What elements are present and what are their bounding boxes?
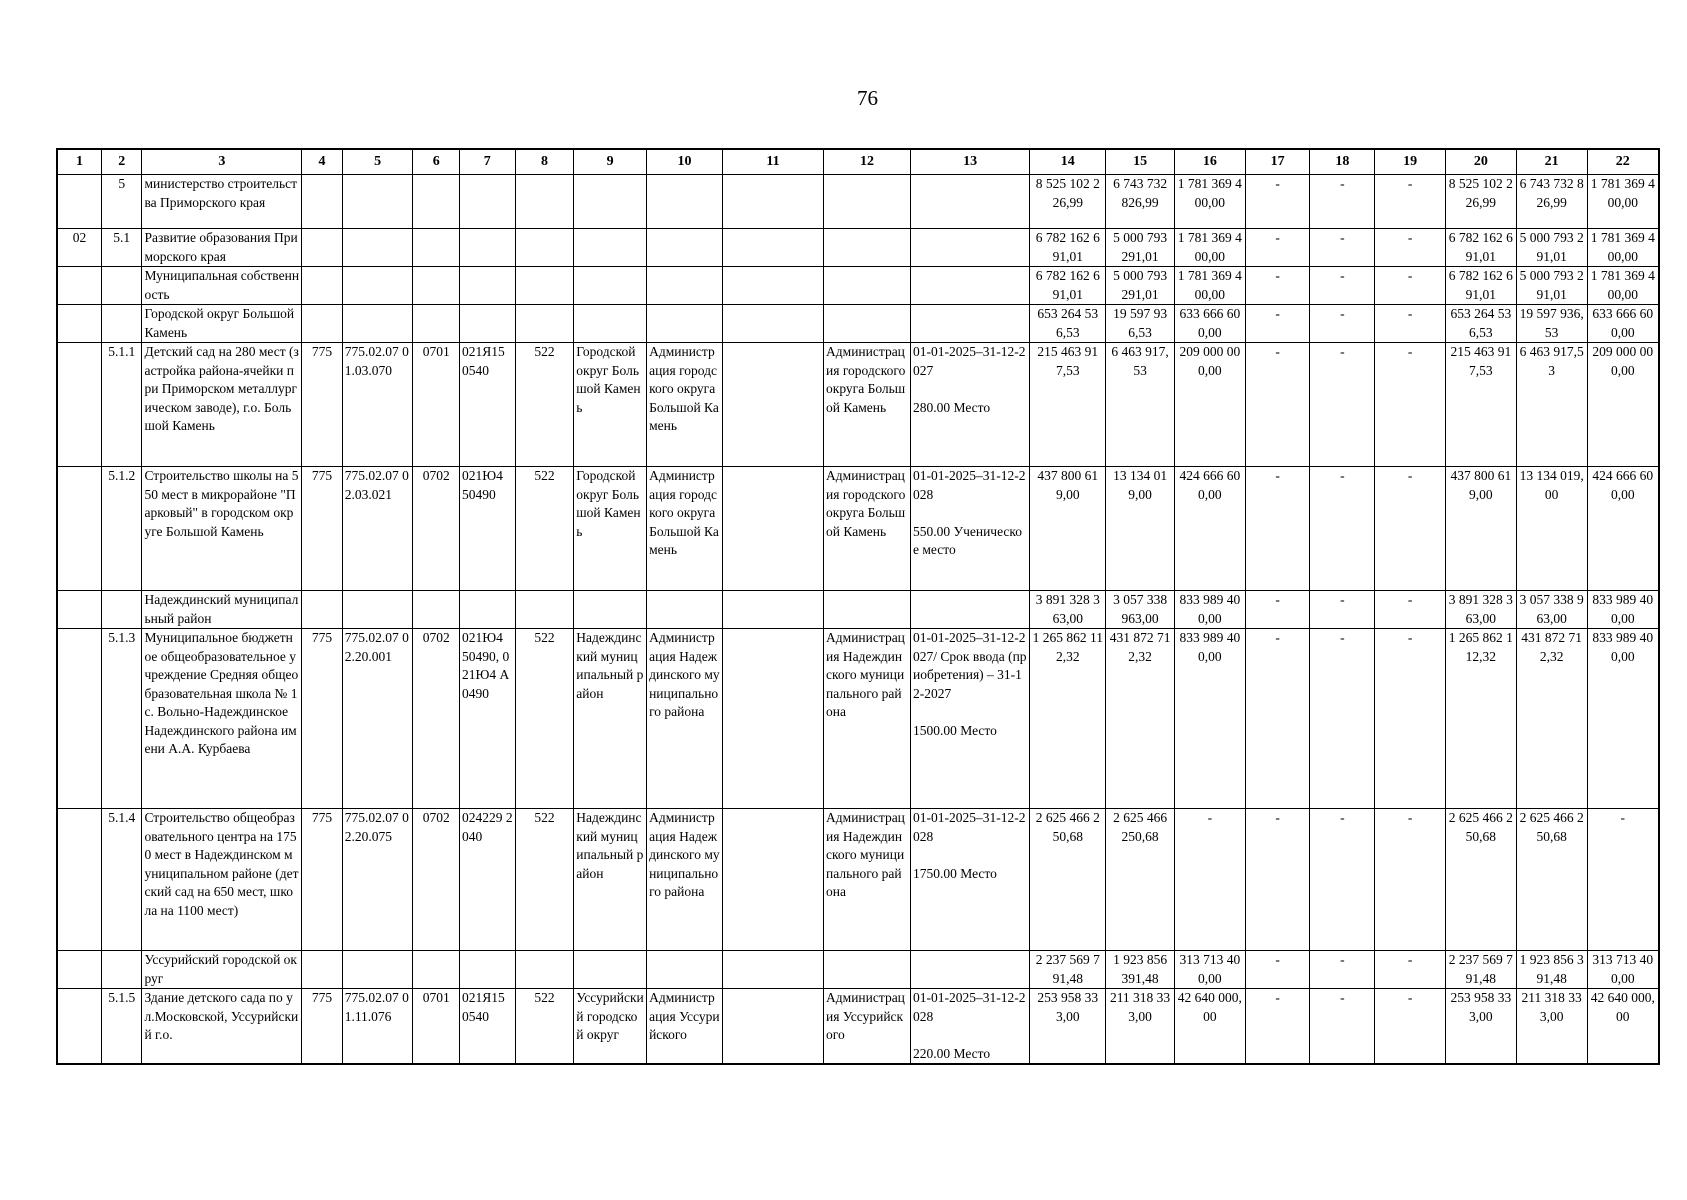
cell-col-4 (302, 229, 342, 267)
cell-col-18: - (1310, 467, 1375, 591)
cell-col-12: Администрация городского округа Большой Камень (824, 343, 911, 467)
cell-col-12 (824, 305, 911, 343)
cell-col-6: 0702 (413, 467, 460, 591)
cell-col-6 (413, 267, 460, 305)
cell-col-20: 215 463 917,53 (1445, 343, 1516, 467)
cell-col-14: 215 463 917,53 (1030, 343, 1106, 467)
column-header-10: 10 (647, 149, 723, 175)
cell-col-7 (459, 305, 515, 343)
cell-col-20: 653 264 536,53 (1445, 305, 1516, 343)
cell-col-11 (722, 591, 823, 629)
cell-col-2: 5.1.3 (102, 629, 142, 809)
cell-col-4 (302, 951, 342, 989)
cell-col-20: 3 891 328 363,00 (1445, 591, 1516, 629)
cell-col-5: 775.02.07 02.20.075 (342, 809, 413, 951)
cell-col-9: Городской округ Большой Камень (574, 343, 647, 467)
cell-col-6 (413, 305, 460, 343)
cell-col-16: 633 666 600,00 (1174, 305, 1245, 343)
page-number: 76 (857, 86, 878, 110)
column-header-19: 19 (1375, 149, 1446, 175)
cell-col-4 (302, 267, 342, 305)
cell-col-7 (459, 951, 515, 989)
cell-col-11 (722, 343, 823, 467)
cell-col-16: - (1174, 809, 1245, 951)
cell-col-17: - (1245, 989, 1310, 1065)
cell-col-10 (647, 591, 723, 629)
cell-col-11 (722, 267, 823, 305)
cell-col-1 (57, 951, 102, 989)
cell-col-9: Городской округ Большой Камень (574, 467, 647, 591)
cell-col-18: - (1310, 951, 1375, 989)
cell-col-4 (302, 305, 342, 343)
column-header-21: 21 (1516, 149, 1587, 175)
cell-col-10 (647, 229, 723, 267)
cell-col-14: 2 625 466 250,68 (1030, 809, 1106, 951)
cell-col-18: - (1310, 343, 1375, 467)
cell-col-12 (824, 267, 911, 305)
cell-col-21: 3 057 338 963,00 (1516, 591, 1587, 629)
cell-col-5 (342, 305, 413, 343)
table-row (57, 175, 1659, 229)
column-header-6: 6 (413, 149, 460, 175)
cell-col-19: - (1375, 951, 1446, 989)
cell-col-22: 833 989 400,00 (1587, 591, 1659, 629)
cell-col-7: 021Я15 0540 (459, 343, 515, 467)
column-header-13: 13 (911, 149, 1030, 175)
cell-col-6: 0702 (413, 629, 460, 809)
cell-col-13: 01-01-2025–31-12-2028 550.00 Ученическое место (911, 467, 1030, 591)
cell-col-22: 424 666 600,00 (1587, 467, 1659, 591)
cell-col-15: 6 743 732 826,99 (1106, 175, 1175, 229)
cell-col-21: 211 318 333,00 (1516, 989, 1587, 1065)
table-header-row (57, 149, 1659, 175)
cell-col-14: 437 800 619,00 (1030, 467, 1106, 591)
table-row (57, 267, 1659, 305)
cell-col-7: 021Я15 0540 (459, 989, 515, 1065)
cell-col-2 (102, 591, 142, 629)
cell-col-5: 775.02.07 01.03.070 (342, 343, 413, 467)
cell-col-1 (57, 175, 102, 229)
cell-col-3: Муниципальное бюджетное общеобразовательное учреждение Средняя общеобразовательная школа № 1 с. Вольно-Надеждинское Надеждинского района имени А.А. Курбаева (142, 629, 302, 809)
cell-col-11 (722, 809, 823, 951)
cell-col-13: 01-01-2025–31-12-2028 220.00 Место (911, 989, 1030, 1065)
table-row (57, 229, 1659, 267)
cell-col-17: - (1245, 267, 1310, 305)
cell-col-22: 1 781 369 400,00 (1587, 229, 1659, 267)
cell-col-22: 209 000 000,00 (1587, 343, 1659, 467)
table-row (57, 343, 1659, 467)
cell-col-22: 833 989 400,00 (1587, 629, 1659, 809)
cell-col-10: Администрация Надеждинского муниципального района (647, 809, 723, 951)
cell-col-16: 1 781 369 400,00 (1174, 229, 1245, 267)
cell-col-19: - (1375, 989, 1446, 1065)
column-header-18: 18 (1310, 149, 1375, 175)
cell-col-17: - (1245, 629, 1310, 809)
cell-col-13 (911, 175, 1030, 229)
cell-col-7: 021Ю4 50490 (459, 467, 515, 591)
cell-col-6 (413, 591, 460, 629)
cell-col-17: - (1245, 343, 1310, 467)
cell-col-19: - (1375, 229, 1446, 267)
cell-col-13 (911, 951, 1030, 989)
cell-col-3: министерство строительства Приморского края (142, 175, 302, 229)
column-header-9: 9 (574, 149, 647, 175)
cell-col-2 (102, 951, 142, 989)
cell-col-7 (459, 591, 515, 629)
table-row (57, 629, 1659, 809)
cell-col-15: 2 625 466 250,68 (1106, 809, 1175, 951)
cell-col-7: 021Ю4 50490, 021Ю4 А0490 (459, 629, 515, 809)
column-header-3: 3 (142, 149, 302, 175)
cell-col-18: - (1310, 809, 1375, 951)
cell-col-1 (57, 343, 102, 467)
cell-col-8 (515, 229, 574, 267)
table-row (57, 951, 1659, 989)
cell-col-21: 431 872 712,32 (1516, 629, 1587, 809)
cell-col-13 (911, 229, 1030, 267)
column-header-17: 17 (1245, 149, 1310, 175)
cell-col-8 (515, 951, 574, 989)
table-row (57, 591, 1659, 629)
cell-col-15: 211 318 333,00 (1106, 989, 1175, 1065)
table-row (57, 989, 1659, 1065)
cell-col-7: 024229 2040 (459, 809, 515, 951)
cell-col-21: 2 625 466 250,68 (1516, 809, 1587, 951)
cell-col-6: 0702 (413, 809, 460, 951)
cell-col-12: Администрация Надеждинского муниципального района (824, 629, 911, 809)
cell-col-13: 01-01-2025–31-12-2028 1750.00 Место (911, 809, 1030, 951)
cell-col-3: Городской округ Большой Камень (142, 305, 302, 343)
cell-col-15: 13 134 019,00 (1106, 467, 1175, 591)
cell-col-4: 775 (302, 809, 342, 951)
cell-col-17: - (1245, 467, 1310, 591)
cell-col-6 (413, 951, 460, 989)
cell-col-12: Администрация Надеждинского муниципального района (824, 809, 911, 951)
cell-col-14: 2 237 569 791,48 (1030, 951, 1106, 989)
cell-col-18: - (1310, 305, 1375, 343)
column-header-11: 11 (722, 149, 823, 175)
cell-col-19: - (1375, 343, 1446, 467)
cell-col-5 (342, 951, 413, 989)
cell-col-9 (574, 267, 647, 305)
cell-col-2: 5.1.4 (102, 809, 142, 951)
cell-col-22: 1 781 369 400,00 (1587, 267, 1659, 305)
column-header-22: 22 (1587, 149, 1659, 175)
cell-col-8: 522 (515, 467, 574, 591)
cell-col-15: 1 923 856 391,48 (1106, 951, 1175, 989)
cell-col-14: 653 264 536,53 (1030, 305, 1106, 343)
cell-col-10: Администрация Уссурийского (647, 989, 723, 1065)
cell-col-18: - (1310, 267, 1375, 305)
cell-col-19: - (1375, 175, 1446, 229)
cell-col-12: Администрация городского округа Большой Камень (824, 467, 911, 591)
cell-col-16: 1 781 369 400,00 (1174, 175, 1245, 229)
cell-col-1 (57, 809, 102, 951)
cell-col-5 (342, 591, 413, 629)
cell-col-11 (722, 951, 823, 989)
cell-col-2: 5.1.2 (102, 467, 142, 591)
cell-col-16: 833 989 400,00 (1174, 629, 1245, 809)
cell-col-12: Администрация Уссурийского (824, 989, 911, 1065)
cell-col-20: 6 782 162 691,01 (1445, 267, 1516, 305)
cell-col-10 (647, 305, 723, 343)
table-row (57, 809, 1659, 951)
cell-col-9: Надеждинский муниципальный район (574, 809, 647, 951)
cell-col-18: - (1310, 629, 1375, 809)
cell-col-20: 8 525 102 226,99 (1445, 175, 1516, 229)
cell-col-16: 209 000 000,00 (1174, 343, 1245, 467)
cell-col-13: 01-01-2025–31-12-2027 280.00 Место (911, 343, 1030, 467)
cell-col-11 (722, 229, 823, 267)
cell-col-3: Детский сад на 280 мест (застройка района-ячейки при Приморском металлургическом заводе), г.о. Большой Камень (142, 343, 302, 467)
cell-col-14: 1 265 862 112,32 (1030, 629, 1106, 809)
cell-col-20: 2 237 569 791,48 (1445, 951, 1516, 989)
cell-col-19: - (1375, 267, 1446, 305)
cell-col-20: 1 265 862 112,32 (1445, 629, 1516, 809)
column-header-4: 4 (302, 149, 342, 175)
cell-col-4 (302, 591, 342, 629)
cell-col-8: 522 (515, 629, 574, 809)
cell-col-15: 3 057 338 963,00 (1106, 591, 1175, 629)
cell-col-13: 01-01-2025–31-12-2027/ Срок ввода (приобретения) – 31-12-2027 1500.00 Место (911, 629, 1030, 809)
cell-col-16: 424 666 600,00 (1174, 467, 1245, 591)
cell-col-8: 522 (515, 989, 574, 1065)
cell-col-19: - (1375, 591, 1446, 629)
cell-col-7 (459, 175, 515, 229)
cell-col-5 (342, 229, 413, 267)
cell-col-21: 19 597 936,53 (1516, 305, 1587, 343)
cell-col-5 (342, 267, 413, 305)
cell-col-17: - (1245, 809, 1310, 951)
cell-col-14: 8 525 102 226,99 (1030, 175, 1106, 229)
column-header-5: 5 (342, 149, 413, 175)
cell-col-1: 02 (57, 229, 102, 267)
column-header-14: 14 (1030, 149, 1106, 175)
cell-col-12 (824, 229, 911, 267)
cell-col-15: 6 463 917,53 (1106, 343, 1175, 467)
cell-col-1 (57, 467, 102, 591)
cell-col-22: 42 640 000,00 (1587, 989, 1659, 1065)
cell-col-8 (515, 175, 574, 229)
cell-col-20: 253 958 333,00 (1445, 989, 1516, 1065)
cell-col-9 (574, 951, 647, 989)
cell-col-17: - (1245, 305, 1310, 343)
cell-col-6 (413, 229, 460, 267)
cell-col-6 (413, 175, 460, 229)
cell-col-2 (102, 267, 142, 305)
cell-col-5: 775.02.07 01.11.076 (342, 989, 413, 1065)
cell-col-7 (459, 229, 515, 267)
cell-col-17: - (1245, 229, 1310, 267)
cell-col-3: Строительство школы на 550 мест в микрорайоне "Парковый" в городском округе Большой Камень (142, 467, 302, 591)
cell-col-10: Администрация городского округа Большой Камень (647, 343, 723, 467)
cell-col-22: 313 713 400,00 (1587, 951, 1659, 989)
cell-col-19: - (1375, 629, 1446, 809)
cell-col-2 (102, 305, 142, 343)
cell-col-11 (722, 629, 823, 809)
cell-col-9: Надеждинский муниципальный район (574, 629, 647, 809)
cell-col-5: 775.02.07 02.20.001 (342, 629, 413, 809)
cell-col-16: 1 781 369 400,00 (1174, 267, 1245, 305)
cell-col-3: Муниципальная собственность (142, 267, 302, 305)
cell-col-11 (722, 175, 823, 229)
cell-col-18: - (1310, 175, 1375, 229)
cell-col-10 (647, 951, 723, 989)
cell-col-20: 6 782 162 691,01 (1445, 229, 1516, 267)
cell-col-19: - (1375, 809, 1446, 951)
cell-col-19: - (1375, 305, 1446, 343)
cell-col-6: 0701 (413, 343, 460, 467)
cell-col-15: 19 597 936,53 (1106, 305, 1175, 343)
cell-col-14: 6 782 162 691,01 (1030, 229, 1106, 267)
cell-col-1 (57, 267, 102, 305)
cell-col-8: 522 (515, 809, 574, 951)
column-header-1: 1 (57, 149, 102, 175)
cell-col-10 (647, 175, 723, 229)
column-header-15: 15 (1106, 149, 1175, 175)
cell-col-21: 6 743 732 826,99 (1516, 175, 1587, 229)
cell-col-16: 833 989 400,00 (1174, 591, 1245, 629)
cell-col-1 (57, 989, 102, 1065)
cell-col-17: - (1245, 591, 1310, 629)
cell-col-8 (515, 305, 574, 343)
column-header-7: 7 (459, 149, 515, 175)
cell-col-16: 313 713 400,00 (1174, 951, 1245, 989)
cell-col-3: Развитие образования Приморского края (142, 229, 302, 267)
cell-col-22: 1 781 369 400,00 (1587, 175, 1659, 229)
cell-col-21: 13 134 019,00 (1516, 467, 1587, 591)
cell-col-15: 431 872 712,32 (1106, 629, 1175, 809)
cell-col-18: - (1310, 989, 1375, 1065)
cell-col-21: 1 923 856 391,48 (1516, 951, 1587, 989)
table-row (57, 467, 1659, 591)
cell-col-12 (824, 175, 911, 229)
cell-col-1 (57, 591, 102, 629)
cell-col-22: - (1587, 809, 1659, 951)
cell-col-10 (647, 267, 723, 305)
column-header-8: 8 (515, 149, 574, 175)
cell-col-4: 775 (302, 989, 342, 1065)
cell-col-20: 2 625 466 250,68 (1445, 809, 1516, 951)
cell-col-2: 5.1.5 (102, 989, 142, 1065)
cell-col-12 (824, 591, 911, 629)
cell-col-4: 775 (302, 629, 342, 809)
cell-col-15: 5 000 793 291,01 (1106, 267, 1175, 305)
cell-col-1 (57, 629, 102, 809)
cell-col-9: Уссурийский городской округ (574, 989, 647, 1065)
cell-col-21: 5 000 793 291,01 (1516, 267, 1587, 305)
cell-col-1 (57, 305, 102, 343)
column-header-2: 2 (102, 149, 142, 175)
cell-col-16: 42 640 000,00 (1174, 989, 1245, 1065)
cell-col-2: 5.1.1 (102, 343, 142, 467)
cell-col-5: 775.02.07 02.03.021 (342, 467, 413, 591)
cell-col-14: 253 958 333,00 (1030, 989, 1106, 1065)
cell-col-8 (515, 591, 574, 629)
cell-col-12 (824, 951, 911, 989)
cell-col-9 (574, 229, 647, 267)
cell-col-13 (911, 591, 1030, 629)
cell-col-17: - (1245, 175, 1310, 229)
cell-col-4: 775 (302, 343, 342, 467)
cell-col-2: 5.1 (102, 229, 142, 267)
cell-col-21: 6 463 917,53 (1516, 343, 1587, 467)
cell-col-13 (911, 305, 1030, 343)
cell-col-18: - (1310, 229, 1375, 267)
cell-col-3: Здание детского сада по ул.Московской, Уссурийский г.о. (142, 989, 302, 1065)
cell-col-6: 0701 (413, 989, 460, 1065)
cell-col-9 (574, 305, 647, 343)
cell-col-11 (722, 989, 823, 1065)
cell-col-4 (302, 175, 342, 229)
cell-col-5 (342, 175, 413, 229)
cell-col-3: Уссурийский городской округ (142, 951, 302, 989)
column-header-12: 12 (824, 149, 911, 175)
cell-col-18: - (1310, 591, 1375, 629)
cell-col-20: 437 800 619,00 (1445, 467, 1516, 591)
cell-col-17: - (1245, 951, 1310, 989)
column-header-20: 20 (1445, 149, 1516, 175)
cell-col-14: 6 782 162 691,01 (1030, 267, 1106, 305)
cell-col-13 (911, 267, 1030, 305)
cell-col-4: 775 (302, 467, 342, 591)
cell-col-2: 5 (102, 175, 142, 229)
table-row (57, 305, 1659, 343)
cell-col-19: - (1375, 467, 1446, 591)
cell-col-21: 5 000 793 291,01 (1516, 229, 1587, 267)
objects-table (56, 148, 1660, 1065)
cell-col-9 (574, 175, 647, 229)
cell-col-11 (722, 467, 823, 591)
cell-col-14: 3 891 328 363,00 (1030, 591, 1106, 629)
cell-col-11 (722, 305, 823, 343)
cell-col-3: Строительство общеобразовательного центра на 1750 мест в Надеждинском муниципальном районе (детский сад на 650 мест, школа на 1100 мест) (142, 809, 302, 951)
column-header-16: 16 (1174, 149, 1245, 175)
cell-col-10: Администрация городского округа Большой Камень (647, 467, 723, 591)
cell-col-8 (515, 267, 574, 305)
cell-col-3: Надеждинский муниципальный район (142, 591, 302, 629)
cell-col-15: 5 000 793 291,01 (1106, 229, 1175, 267)
cell-col-10: Администрация Надеждинского муниципального района (647, 629, 723, 809)
cell-col-9 (574, 591, 647, 629)
cell-col-8: 522 (515, 343, 574, 467)
cell-col-22: 633 666 600,00 (1587, 305, 1659, 343)
cell-col-7 (459, 267, 515, 305)
